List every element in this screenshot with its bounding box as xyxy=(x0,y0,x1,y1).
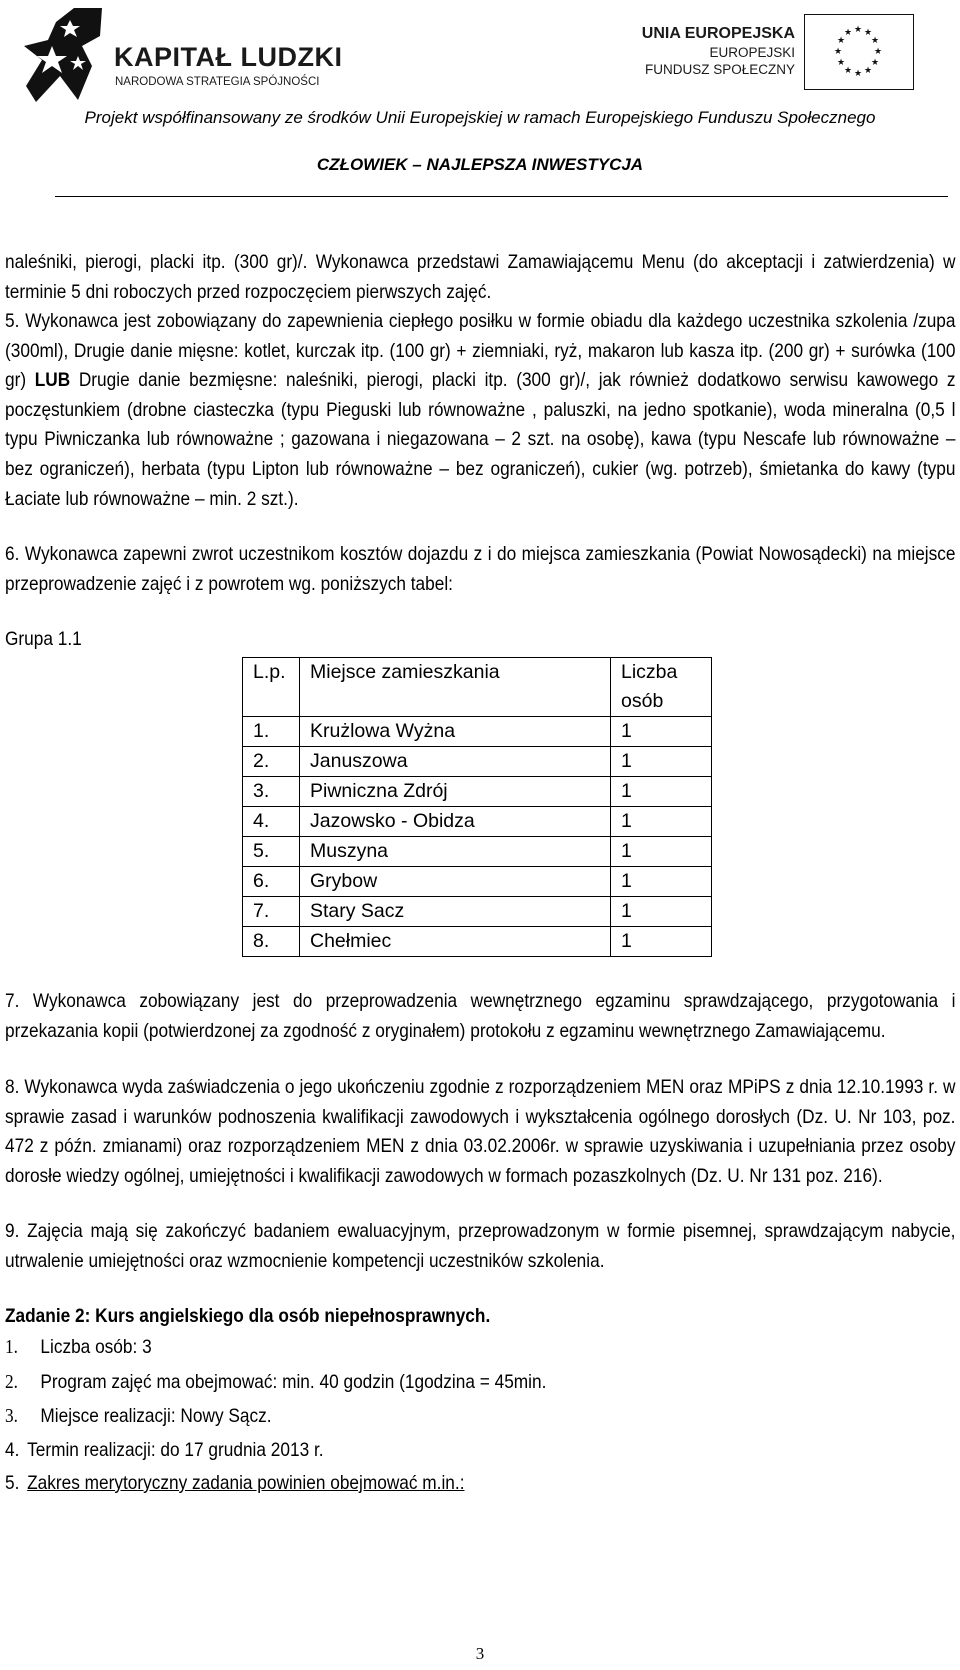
list-item xyxy=(5,1336,152,1359)
table-row xyxy=(243,777,712,807)
document-header xyxy=(0,0,960,200)
list-item-number: 3. xyxy=(5,1406,18,1427)
table-cell-lp: 7. xyxy=(243,897,300,927)
list-item-number: 2. xyxy=(5,1372,18,1393)
table-cell-place: Krużlowa Wyżna xyxy=(300,717,611,747)
table-cell-lp: 5. xyxy=(243,837,300,867)
eu-logo xyxy=(630,14,920,94)
table-cell-place: Januszowa xyxy=(300,747,611,777)
list-item-text: Zakres merytoryczny zadania powinien obejmować m.in.: xyxy=(27,1472,465,1494)
table-row xyxy=(243,807,712,837)
group-label: Grupa 1.1 xyxy=(5,628,82,650)
table-cell-count: 1 xyxy=(611,867,712,897)
table-cell-lp: 2. xyxy=(243,747,300,777)
list-item-number: 4. xyxy=(5,1439,20,1461)
table-cell-lp: 6. xyxy=(243,867,300,897)
kapital-ludzki-emblem-icon xyxy=(22,6,106,102)
table-cell-count: 1 xyxy=(611,747,712,777)
table-row xyxy=(243,747,712,777)
list-item-text: Miejsce realizacji: Nowy Sącz. xyxy=(40,1405,272,1427)
list-item-text: Termin realizacji: do 17 grudnia 2013 r. xyxy=(27,1439,324,1461)
svg-text:★: ★ xyxy=(853,69,863,79)
svg-text:★: ★ xyxy=(843,66,853,76)
eu-logo-text xyxy=(642,24,795,78)
table-cell-place: Muszyna xyxy=(300,837,611,867)
list-item-number: 5. xyxy=(5,1472,20,1494)
svg-text:★: ★ xyxy=(843,28,853,38)
svg-text:★: ★ xyxy=(863,66,873,76)
paragraph-5-part-a: 5. Wykonawca jest zobowiązany do zapewnienia ciepłego posiłku w formie obiadu dla każdego uczestnika szkolenia /zupa (300ml), Drugie danie mięsne: kotlet, kurczak itp. (100 gr) + ziemniaki, ryż, makaron lub kasza itp. (200 gr) + surówka (100 gr) xyxy=(5,310,956,392)
table-cell-count: 1 xyxy=(611,807,712,837)
table-row xyxy=(243,927,712,957)
paragraph-7: 7. Wykonawca zobowiązany jest do przeprowadzenia wewnętrznego egzaminu sprawdzającego, przygotowania i przekazania kopii (potwierdzonej za zgodność z oryginałem) protokołu z egzaminu wewnętrznego Zamawiającemu. xyxy=(5,990,956,1042)
list-item-text: Program zajęć ma obejmować: min. 40 godzin (1godzina = 45min. xyxy=(40,1371,547,1393)
svg-text:★: ★ xyxy=(836,36,846,46)
paragraph-5-lub: LUB xyxy=(34,369,71,392)
table-cell-place: Piwniczna Zdrój xyxy=(300,777,611,807)
table-cell-place: Chełmiec xyxy=(300,927,611,957)
eu-logo-line2: EUROPEJSKI xyxy=(709,45,795,60)
svg-text:★: ★ xyxy=(873,47,883,57)
svg-text:★: ★ xyxy=(836,58,846,68)
svg-text:★: ★ xyxy=(870,36,880,46)
table-cell-count: 1 xyxy=(611,717,712,747)
table-row xyxy=(243,867,712,897)
table-header-row xyxy=(243,658,712,717)
table-cell-lp: 8. xyxy=(243,927,300,957)
project-cofinancing-line: Projekt współfinansowany ze środków Unii Europejskiej w ramach Europejskiego Funduszu Społecznego xyxy=(84,108,876,127)
kapital-ludzki-subtitle: NARODOWA STRATEGIA SPÓJNOŚCI xyxy=(115,76,320,88)
kapital-ludzki-logo xyxy=(22,6,342,102)
paragraph-9: 9. Zajęcia mają się zakończyć badaniem ewaluacyjnym, przeprowadzonym w formie pisemnej, sprawdzającym nabycie, utrwalenie umiejętności oraz wzmocnienie kompetencji uczestników szkolenia. xyxy=(5,1220,956,1272)
table-row xyxy=(243,837,712,867)
header-divider xyxy=(55,196,948,197)
table-cell-count: 1 xyxy=(611,777,712,807)
kapital-ludzki-title: KAPITAŁ LUDZKI xyxy=(114,42,343,72)
table-cell-lp: 1. xyxy=(243,717,300,747)
paragraph-intro: naleśniki, pierogi, placki itp. (300 gr)/. Wykonawca przedstawi Zamawiającemu Menu (do akceptacji i zatwierdzenia) w terminie 5 dni roboczych przed rozpoczęciem pierwszych zajęć. xyxy=(5,251,956,303)
table-cell-count: 1 xyxy=(611,837,712,867)
table-cell-place: Jazowsko - Obidza xyxy=(300,807,611,837)
paragraph-5-part-b: Drugie danie bezmięsne: naleśniki, pierogi, placki itp. (300 gr)/, jak również dodatkowo serwisu kawowego z poczęstunkiem (drobne ciasteczka (typu Pieguski lub równoważne , paluszki, na jedno spotkanie), woda mineralna (0,5 l typu Piwniczanka lub równoważne ; gazowana i niegazowana – 2 szt. na osobę), kawa (typu Nescafe lub równoważne – bez ograniczeń), herbata (typu Lipton lub równoważne – bez ograniczeń), cukier (wg. potrzeb), śmietanka do kawy (typu Łaciate lub równoważne – min. 2 szt.). xyxy=(5,369,956,510)
table-header-count: Liczba osób xyxy=(611,658,712,717)
header-motto: CZŁOWIEK – NAJLEPSZA INWESTYCJA xyxy=(316,155,644,174)
eu-flag-icon xyxy=(804,14,914,90)
table-row xyxy=(243,717,712,747)
svg-text:★: ★ xyxy=(853,25,863,35)
table-row xyxy=(243,897,712,927)
paragraph-8: 8. Wykonawca wyda zaświadczenia o jego ukończeniu zgodnie z rozporządzeniem MEN oraz MPiPS z dnia 12.10.1993 r. w sprawie zasad i warunków podnoszenia kwalifikacji zawodowych i wykształcenia ogólnego dorosłych (Dz. U. Nr 103, poz. 472 z późn. zmianami) oraz rozporządzeniem MEN z dnia 03.02.2006r. w sprawie uzyskiwania i uzupełniania przez osoby dorosłe wiedzy ogólnej, umiejętności i kwalifikacji zawodowych w formach pozaszkolnych (Dz. U. Nr 131 poz. 216). xyxy=(5,1076,956,1187)
eu-logo-line3: FUNDUSZ SPOŁECZNY xyxy=(644,62,795,77)
page-number: 3 xyxy=(475,1644,485,1663)
table-cell-place: Grybow xyxy=(300,867,611,897)
table-cell-lp: 3. xyxy=(243,777,300,807)
list-item xyxy=(5,1371,546,1394)
list-item-text: Liczba osób: 3 xyxy=(40,1336,152,1358)
list-item xyxy=(5,1405,272,1428)
table-cell-place: Stary Sacz xyxy=(300,897,611,927)
paragraph-6: 6. Wykonawca zapewni zwrot uczestnikom kosztów dojazdu z i do miejsca zamieszkania (Powiat Nowosądecki) na miejsce przeprowadzenie zajęć i z powrotem wg. poniższych tabel: xyxy=(5,543,956,595)
eu-logo-line1: UNIA EUROPEJSKA xyxy=(641,25,795,42)
svg-text:★: ★ xyxy=(833,47,843,57)
table-cell-lp: 4. xyxy=(243,807,300,837)
table-header-place: Miejsce zamieszkania xyxy=(300,658,611,717)
list-item xyxy=(5,1439,324,1462)
svg-text:★: ★ xyxy=(863,28,873,38)
svg-text:★: ★ xyxy=(870,58,880,68)
list-item-number: 1. xyxy=(5,1337,18,1358)
list-item xyxy=(5,1472,464,1495)
table-cell-count: 1 xyxy=(611,927,712,957)
places-table xyxy=(242,657,712,957)
table-header-lp: L.p. xyxy=(243,658,300,717)
task-2-heading: Zadanie 2: Kurs angielskiego dla osób niepełnosprawnych. xyxy=(5,1305,491,1327)
table-cell-count: 1 xyxy=(611,897,712,927)
paragraph-5 xyxy=(5,307,955,514)
